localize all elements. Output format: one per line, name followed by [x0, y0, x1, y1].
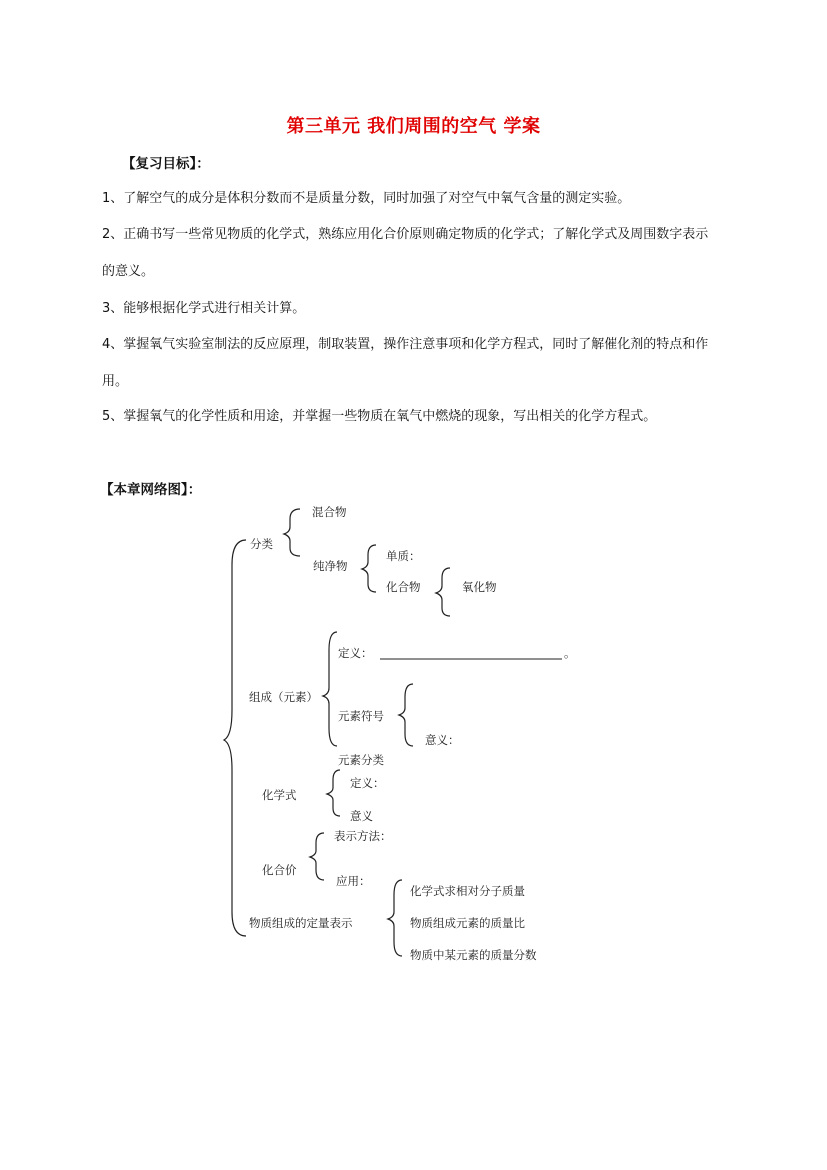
main-brace [224, 540, 246, 936]
map-node-application: 应用： [336, 874, 371, 888]
map-node-definition: 定义： [338, 646, 373, 660]
pure-brace [362, 545, 376, 592]
goal-item: 5、掌握氧气的化学性质和用途，并掌握一些物质在氧气中燃烧的现象，写出相关的化学方程式。 [102, 409, 657, 424]
map-heading: 【本章网络图】： [100, 482, 202, 498]
map-node-compound: 化合物 [386, 580, 421, 594]
map-node-element-class: 元素分类 [338, 753, 384, 767]
map-node-formula-meaning: 意义 [350, 809, 373, 823]
map-node-valence-method: 表示方法： [334, 829, 392, 843]
map-node-valence: 化合价 [262, 863, 297, 877]
map-node-quant-3: 物质中某元素的质量分数 [410, 948, 537, 962]
map-node-period: 。 [564, 646, 576, 660]
symbol-brace [399, 684, 413, 746]
map-node-pure: 纯净物 [313, 559, 348, 573]
goal-item: 4、掌握氧气实验室制法的反应原理，制取装置，操作注意事项和化学方程式，同时了解催化剂的特点和作用。 [102, 337, 709, 389]
compound-brace [436, 568, 450, 616]
goals-heading: 【复习目标】： [122, 156, 210, 172]
map-node-quant-1: 化学式求相对分子质量 [410, 884, 525, 898]
map-node-quant-2: 物质组成元素的质量比 [410, 916, 525, 930]
classify-brace [284, 509, 300, 556]
goal-item: 3、能够根据化学式进行相关计算。 [102, 301, 306, 316]
quant-brace [388, 880, 402, 956]
map-node-meaning: 意义： [425, 733, 460, 747]
map-node-mixture: 混合物 [312, 505, 347, 519]
goal-item: 2、正确书写一些常见物质的化学式，熟练应用化合价原则确定物质的化学式；了解化学式及周围数字表示的意义。 [102, 227, 709, 279]
map-node-composition: 组成（元素） [249, 690, 318, 704]
valence-brace [310, 833, 324, 880]
map-node-formula: 化学式 [262, 788, 297, 802]
map-node-symbol: 元素符号 [338, 709, 384, 723]
map-node-oxide: 氧化物 [462, 580, 497, 594]
goal-item: 1、了解空气的成分是体积分数而不是质量分数，同时加强了对空气中氧气含量的测定实验。 [102, 191, 631, 206]
map-node-formula-def: 定义： [350, 776, 385, 790]
map-node-classify: 分类 [250, 537, 273, 551]
map-node-element-sub: 单质： [386, 549, 421, 563]
composition-brace [323, 632, 337, 746]
document-title: 第三单元 我们周围的空气 学案 [286, 116, 541, 137]
formula-brace [327, 770, 340, 816]
map-node-quant: 物质组成的定量表示 [249, 916, 353, 930]
